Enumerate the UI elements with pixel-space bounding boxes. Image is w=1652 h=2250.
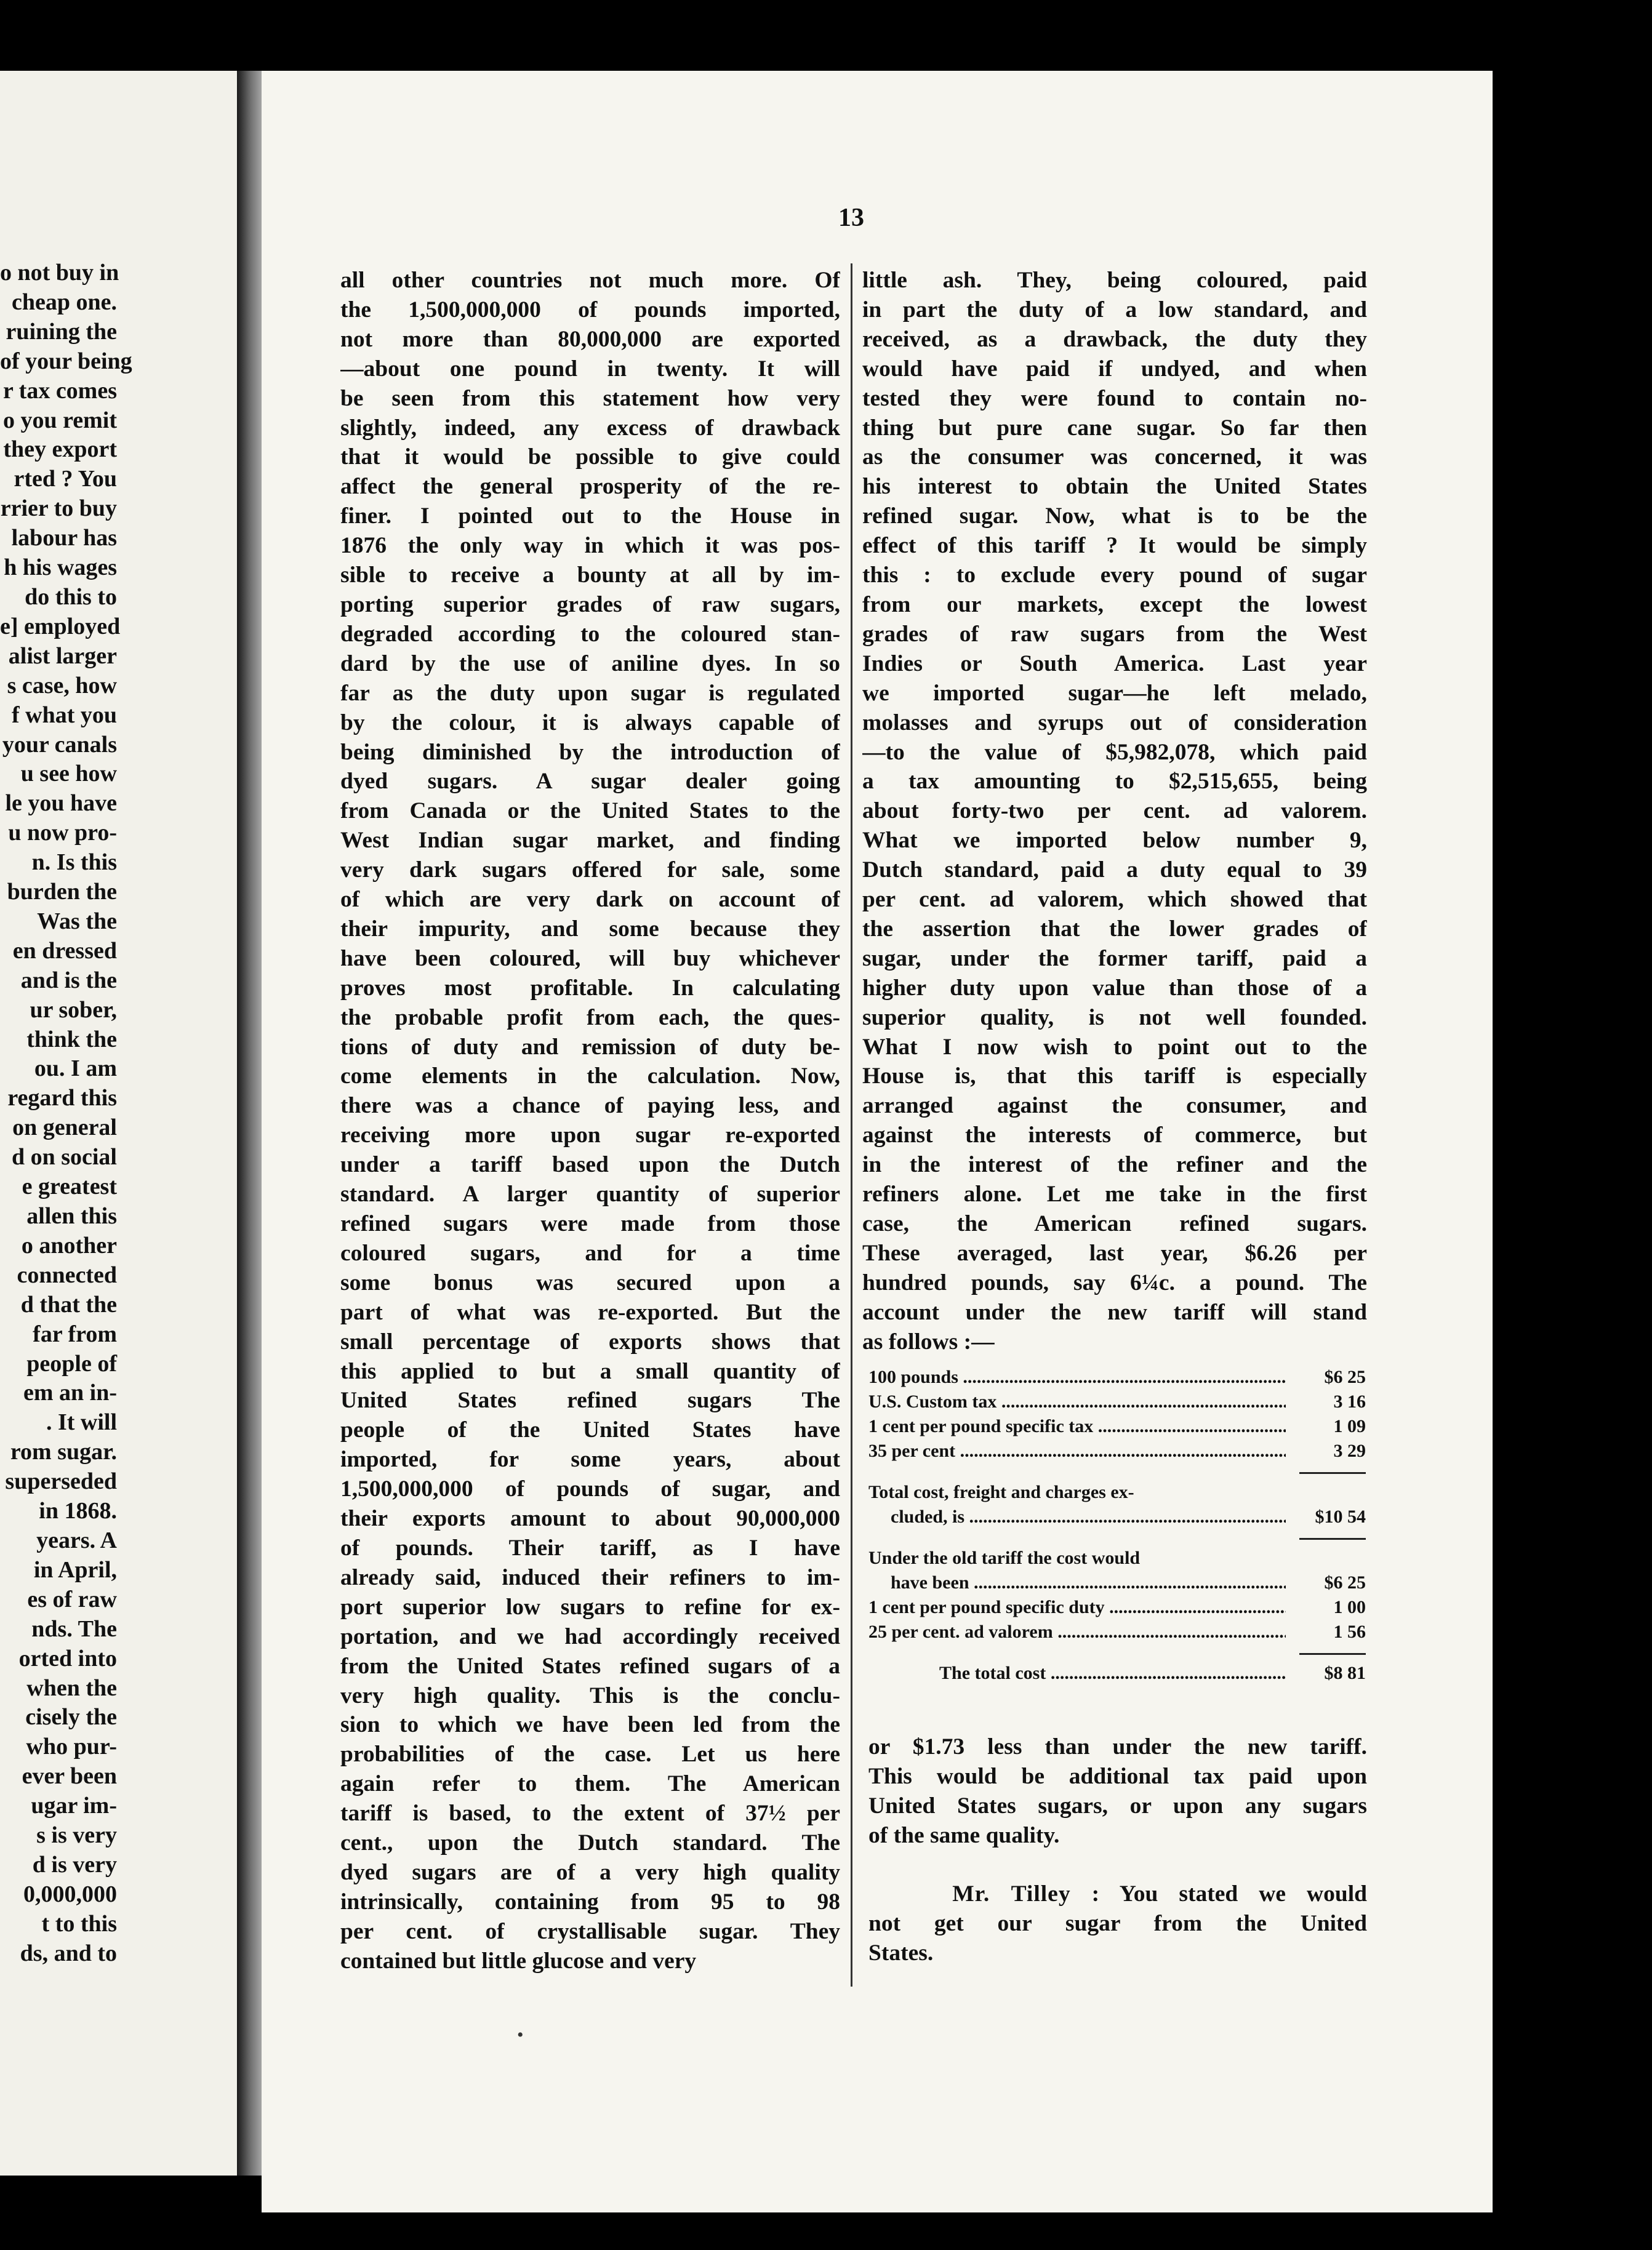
sum-rule [1299,1538,1366,1540]
text-line: from Canada or the United States to the [340,798,840,824]
text-line: again refer to them. The American [340,1771,840,1797]
text-line: States. [868,1940,934,1966]
new-tariff-rows [868,1365,1366,1463]
right-text-column [862,266,1367,1357]
text-line: intrinsically, containing from 95 to 98 [340,1889,840,1915]
text-line: porting superior grades of raw sugars, [340,591,840,617]
text-line: o you remit [2,407,117,433]
text-line: case, the American refined sugars. [862,1211,1367,1236]
text-line: they export [3,436,117,463]
text-line: in April, [33,1556,117,1583]
text-line: superseded [5,1468,117,1495]
text-line: refined sugar. Now, what is to be the [862,503,1367,529]
text-line: per cent. of crystallisable sugar. They [340,1918,840,1944]
text-line: as the consumer was concerned, it was [862,444,1367,470]
speaker-line: Mr. Tilley : You stated we would [952,1881,1368,1907]
text-line: sible to receive a bounty at all by im- [340,562,840,588]
column-divider [851,263,852,1987]
text-line: and is the [20,967,117,993]
text-line: probabilities of the case. Let us here [340,1742,840,1768]
text-line: this applied to but a small quantity of [340,1358,840,1384]
text-line: o not buy in [0,260,119,286]
text-line: burden the [7,879,117,905]
text-line: standard. A larger quantity of superior [340,1182,840,1207]
text-line: think the [26,1026,117,1052]
text-line: part of what was re-exported. But the [340,1299,840,1325]
text-line: refiners alone. Let me take in the first [862,1182,1367,1207]
text-line: under a tariff based upon the Dutch [340,1152,840,1178]
text-line: people of the United States have [340,1417,840,1443]
text-line: Indies or South America. Last year [862,651,1367,676]
ledger-label: 25 per cent. ad valorem ..... [868,1620,1286,1644]
text-line: small percentage of exports shows that [340,1329,840,1355]
text-line: ou. I am [34,1055,117,1082]
ledger-label: 1 cent per pound specific tax ..... [868,1414,1286,1439]
text-line: ur sober, [30,996,117,1023]
text-line: . It will [46,1409,117,1436]
text-line: nds. The [31,1615,117,1642]
text-line: le you have [5,790,117,817]
ledger-amount: $6 25 [1324,1572,1366,1593]
after-table-text [868,1732,1367,1851]
text-line: by the colour, it is always capable of [340,710,840,735]
text-line: refined sugars were made from those [340,1211,840,1236]
text-line: in 1868. [39,1498,117,1524]
ledger-row [868,1595,1366,1620]
text-line: per cent. ad valorem, which showed that [862,887,1367,913]
text-line: on general [12,1115,117,1141]
ledger-row [868,1571,1366,1595]
sum-rule [1299,1653,1366,1655]
text-line: not more than 80,000,000 are exported [340,326,840,352]
ledger-label: U.S. Custom tax ..... [868,1390,1286,1414]
text-line: people of [26,1350,117,1377]
text-line: thing but pure cane sugar. So far then [862,415,1367,441]
text-line: regard this [7,1085,117,1111]
speaker-paragraph [868,1880,1367,1968]
text-line: would have paid if undyed, and when [862,356,1367,382]
text-line: sion to which we have been led from the [340,1712,840,1738]
text-line: we imported sugar—he left melado, [862,680,1367,706]
text-line: en dressed [12,937,117,964]
text-line: the 1,500,000,000 of pounds imported, [340,297,840,322]
speaker-name: Mr. Tilley [952,1881,1071,1907]
ledger-row [868,1439,1366,1463]
text-line: r tax comes [2,377,117,404]
text-line: of your being [0,348,132,374]
text-line: his interest to obtain the United States [862,474,1367,500]
ledger-amount: 1 09 [1333,1416,1366,1436]
text-line: dyed sugars. A sugar dealer going [340,769,840,795]
text-line: degraded according to the coloured stan- [340,621,840,647]
text-line: from the United States refined sugars of a [340,1653,840,1679]
text-line: em an in- [23,1380,117,1406]
text-line: port superior low sugars to refine for ex- [340,1594,840,1620]
text-line: come elements in the calculation. Now, [340,1063,840,1089]
facing-page-text [0,258,132,1969]
text-line: These averaged, last year, $6.26 per [862,1240,1367,1266]
text-line: West Indian sugar market, and finding [340,828,840,854]
text-line: rrier to buy [0,495,117,522]
ledger-amount: 3 29 [1333,1441,1366,1461]
total-row: cluded, is ..... $10 54 [868,1505,1366,1529]
text-line: rted ? You [14,466,117,492]
text-line: be seen from this statement how very [340,385,840,411]
text-line: years. A [36,1527,117,1553]
text-line: This would be additional tax paid upon [868,1763,1367,1789]
text-line: portation, and we had accordingly received [340,1623,840,1649]
text-line: d is very [32,1851,117,1878]
text-line: rom sugar. [10,1439,117,1465]
ledger-label: 100 pounds ..... [868,1365,1286,1390]
text-line: Dutch standard, paid a duty equal to 39 [862,857,1367,883]
text-line: —to the value of $5,982,078, which paid [862,739,1367,765]
text-line: their impurity, and some because they [340,916,840,942]
text-line: dard by the use of aniline dyes. In so [340,651,840,676]
text-line: cheap one. [12,289,117,315]
ledger-label: 35 per cent ..... [868,1439,1286,1463]
text-line: h his wages [4,554,117,581]
text-line: House is, that this tariff is especially [862,1063,1367,1089]
text-line: proves most profitable. In calculating [340,975,840,1001]
text-line: sugar, under the former tariff, paid a [862,945,1367,971]
text-line: when the [26,1675,117,1701]
text-line: superior quality, is not well founded. [862,1004,1367,1030]
text-line: all other countries not much more. Of [340,268,840,293]
text-line: of pounds. Their tariff, as I have [340,1535,840,1561]
tariff-account-table [868,1365,1366,1686]
text-line: far as the duty upon sugar is regulated [340,680,840,706]
text-line: United States sugars, or upon any sugars [868,1793,1367,1819]
text-line: allen this [26,1203,117,1229]
left-text-column [340,266,840,1995]
facing-page [0,71,237,2176]
text-line: have been coloured, will buy whichever [340,945,840,971]
text-line: o another [21,1232,117,1259]
text-line: —about one pound in twenty. It will [340,356,840,382]
text-line: being diminished by the introduction of [340,739,840,765]
text-line: do this to [25,583,117,610]
ledger-row [868,1414,1366,1439]
total-row-heading: Total cost, freight and charges ex- [868,1482,1134,1502]
text-line: receiving more upon sugar re-exported [340,1123,840,1148]
ledger-row [868,1390,1366,1414]
text-line: u see how [20,761,117,787]
text-line: United States refined sugars The [340,1388,840,1414]
text-line: ever been [22,1763,117,1790]
page-number: 13 [838,204,864,232]
text-line: What I now wish to point out to the [862,1034,1367,1060]
text-line: labour has [11,525,117,551]
text-line: ds, and to [20,1940,117,1966]
text-line: d on social [11,1144,117,1171]
text-line: finer. I pointed out to the House in [340,503,840,529]
text-line: very dark sugars offered for sale, some [340,857,840,883]
text-line: affect the general prosperity of the re- [340,474,840,500]
text-line: some bonus was secured upon a [340,1270,840,1295]
sum-rule [1299,1472,1366,1474]
text-line: of which are very dark on account of [340,887,840,913]
text-line: from our markets, except the lowest [862,591,1367,617]
text-line: ugar im- [31,1793,117,1819]
text-line: grades of raw sugars from the West [862,621,1367,647]
text-line: in part the duty of a low standard, and [862,297,1367,322]
text-line: of the same quality. [868,1822,1060,1848]
text-line: who pur- [26,1734,117,1760]
text-line: 1876 the only way in which it was pos- [340,533,840,559]
ledger-label: have been ..... [891,1571,1286,1595]
text-line: the assertion that the lower grades of [862,916,1367,942]
ledger-amount: $6 25 [1324,1367,1366,1387]
text-line: higher duty upon value than those of a [862,975,1367,1001]
ledger-amount: 3 16 [1333,1391,1366,1412]
text-line: slightly, indeed, any excess of drawback [340,415,840,441]
text-line: What we imported below number 9, [862,828,1367,854]
text-line: d that the [20,1291,117,1318]
text-line: cent., upon the Dutch standard. The [340,1830,840,1856]
text-line: cisely the [25,1704,117,1731]
text-line: the probable profit from each, the ques- [340,1004,840,1030]
text-line: t to this [41,1910,117,1937]
text-line: es of raw [27,1586,117,1612]
text-line: account under the new tariff will stand [862,1299,1367,1325]
text-line: very high quality. This is the conclu- [340,1683,840,1708]
text-line: against the interests of commerce, but [862,1123,1367,1148]
text-line: as follows :— [862,1329,995,1355]
text-line: dyed sugars are of a very high quality [340,1859,840,1885]
text-line: already said, induced their refiners to im- [340,1564,840,1590]
text-line: 0,000,000 [23,1881,117,1907]
text-line: in the interest of the refiner and the [862,1152,1367,1178]
text-line: alist larger [8,643,117,669]
text-line: 1,500,000,000 of pounds of sugar, and [340,1476,840,1502]
old-tariff-rows [868,1571,1366,1644]
text-line: n. Is this [31,849,117,876]
text-line: their exports amount to about 90,000,000 [340,1506,840,1532]
ledger-row [868,1620,1366,1644]
text-line: contained but little glucose and very [340,1948,697,1974]
text-line: u now pro- [8,820,117,846]
text-line: that it would be possible to give could [340,444,840,470]
text-line: tions of duty and remission of duty be- [340,1034,840,1060]
text-line: there was a chance of paying less, and [340,1093,840,1119]
ledger-amount: 1 56 [1333,1622,1366,1642]
text-line: e greatest [22,1174,117,1200]
ledger-amount: 1 00 [1333,1597,1366,1617]
text-line: little ash. They, being coloured, paid [862,268,1367,293]
book-gutter [237,71,262,2176]
text-line: about forty-two per cent. ad valorem. [862,798,1367,824]
ledger-row [868,1365,1366,1390]
scan-speck: • [517,2025,524,2045]
text-line: far from [33,1321,117,1347]
text-line: f what you [11,702,117,728]
text-line: tariff is based, to the extent of 37½ per [340,1801,840,1827]
text-line: imported, for some years, about [340,1447,840,1473]
old-total-row: The total cost ..... $8 81 [868,1661,1366,1686]
text-line: this : to exclude every pound of sugar [862,562,1367,588]
text-line: e] employed [0,613,121,639]
text-line: hundred pounds, say 6¼c. a pound. The [862,1270,1367,1295]
text-line: ruining the [6,318,117,345]
text-line: s case, how [7,672,117,699]
text-line: coloured sugars, and for a time [340,1240,840,1266]
text-line: a tax amounting to $2,515,655, being [862,769,1367,795]
old-tariff-heading: Under the old tariff the cost would [868,1548,1141,1568]
text-line: Was the [37,908,117,934]
text-line: not get our sugar from the United [868,1910,1367,1936]
text-line: molasses and syrups out of consideration [862,710,1367,735]
text-line: arranged against the consumer, and [862,1093,1367,1119]
text-line: s is very [36,1822,117,1849]
text-line: effect of this tariff ? It would be simply [862,533,1367,559]
text-line: orted into [18,1645,117,1671]
text-line: or $1.73 less than under the new tariff. [868,1734,1367,1760]
ledger-label: 1 cent per pound specific duty ..... [868,1595,1286,1620]
text-line: tested they were found to contain no- [862,385,1367,411]
text-line: connected [17,1262,117,1288]
text-line: received, as a drawback, the duty they [862,326,1367,352]
text-line: your canals [2,731,117,758]
